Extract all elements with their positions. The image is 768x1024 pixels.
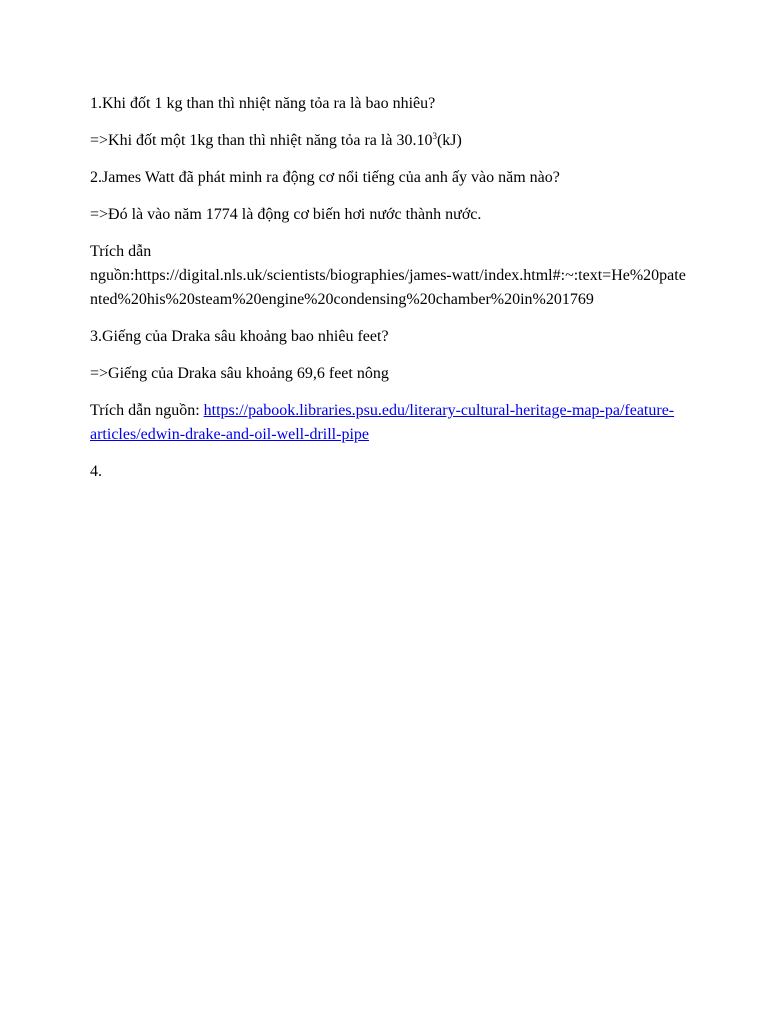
- answer-2: =>Đó là vào năm 1774 là động cơ biến hơi nước thành nước.: [90, 206, 482, 223]
- citation-2: [90, 240, 690, 312]
- answer-1-unit: (kJ): [436, 132, 462, 149]
- answer-1-exponent: 3: [432, 131, 437, 141]
- question-2: 2.James Watt đã phát minh ra động cơ nổi tiếng của anh ấy vào năm nào?: [90, 169, 560, 186]
- citation-3-label: Trích dẫn nguồn:: [90, 402, 200, 419]
- citation-3-link[interactable]: https://pabook.libraries.psu.edu/literary-cultural-heritage-map-pa/feature-articles/edwin-drake-and-oil-well-drill-pipe: [90, 402, 675, 443]
- citation-2-label: Trích dẫn: [90, 243, 152, 260]
- answer-1-text: =>Khi đốt một 1kg than thì nhiệt năng tỏa ra là 30.10: [90, 132, 433, 149]
- question-3: 3.Giếng của Draka sâu khoảng bao nhiêu feet?: [90, 328, 389, 345]
- answer-3: =>Giếng của Draka sâu khoảng 69,6 feet nông: [90, 365, 389, 382]
- question-1: 1.Khi đốt 1 kg than thì nhiệt năng tỏa ra là bao nhiêu?: [90, 95, 436, 112]
- citation-3: [90, 399, 690, 447]
- citation-2-source: nguồn:https://digital.nls.uk/scientists/biographies/james-watt/index.html#:~:text=He%20patented%20his%20steam%20engine%20condensing%20chamber%20in%201769: [90, 267, 686, 308]
- answer-1: [90, 129, 690, 153]
- document-body: [90, 92, 690, 497]
- question-4: 4.: [90, 463, 102, 480]
